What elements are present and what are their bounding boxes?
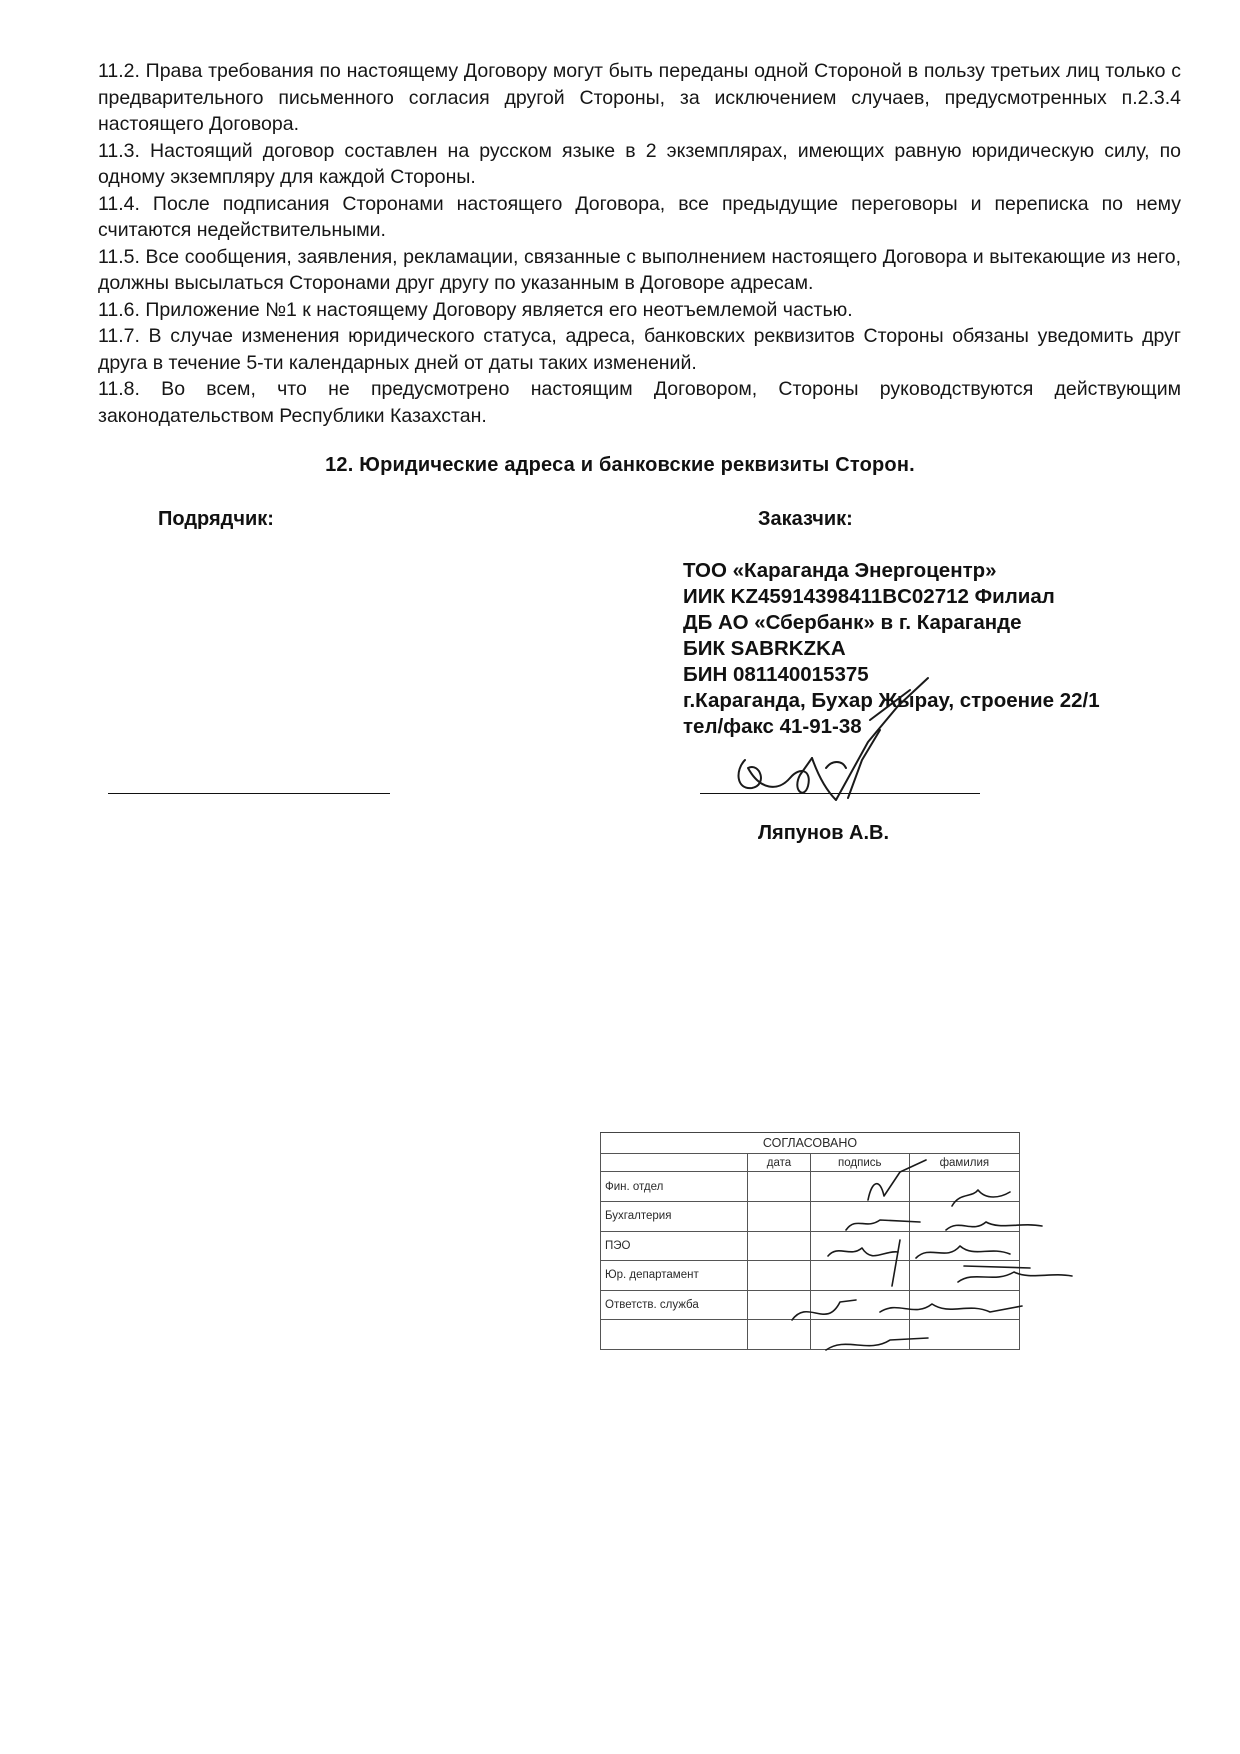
customer-heading: Заказчик: bbox=[758, 508, 853, 530]
approval-row-label: Бухгалтерия bbox=[601, 1202, 748, 1232]
clause-11-4: 11.4. После подписания Сторонами настоящего Договора, все предыдущие переговоры и переписка по нему считаются недействительными. bbox=[98, 192, 1181, 241]
approval-row-label: Фин. отдел bbox=[601, 1172, 748, 1202]
approval-title: СОГЛАСОВАНО bbox=[601, 1133, 1020, 1154]
customer-signatory: Ляпунов А.В. bbox=[758, 822, 890, 844]
customer-phone: тел/факс 41-91-38 bbox=[683, 715, 862, 738]
approval-row-label bbox=[601, 1320, 748, 1350]
approval-row-label: Ответств. служба bbox=[601, 1290, 748, 1320]
terms-clauses bbox=[98, 58, 1181, 429]
customer-bin: БИН 081140015375 bbox=[683, 663, 869, 686]
clause-11-5: 11.5. Все сообщения, заявления, рекламации, связанные с выполнением настоящего Договора и вытекающие из него, должны высылаться Сторонами друг другу по указанным в Договоре адресам. bbox=[98, 245, 1181, 294]
contractor-signature-line bbox=[108, 793, 390, 794]
approval-table bbox=[600, 1132, 1020, 1350]
customer-bik: БИК SABRKZKA bbox=[683, 637, 846, 660]
section-title: 12. Юридические адреса и банковские реквизиты Сторон. bbox=[325, 454, 915, 476]
approval-row bbox=[601, 1231, 1020, 1261]
contractor-heading: Подрядчик: bbox=[158, 508, 274, 530]
clause-11-8: 11.8. Во всем, что не предусмотрено настоящим Договором, Стороны руководствуются действующим законодательством Республики Казахстан. bbox=[98, 378, 1181, 427]
clause-11-7: 11.7. В случае изменения юридического статуса, адреса, банковских реквизитов Стороны обязаны уведомить друг друга в течение 5-ти календарных дней от даты таких изменений. bbox=[98, 325, 1181, 374]
approval-col-signature: подпись bbox=[810, 1153, 909, 1172]
customer-iik: ИИК KZ45914398411BC02712 Филиал bbox=[683, 585, 1055, 608]
customer-signature-line bbox=[700, 793, 980, 794]
approval-row bbox=[601, 1202, 1020, 1232]
approval-col-surname: фамилия bbox=[909, 1153, 1019, 1172]
approval-row-label: ПЭО bbox=[601, 1231, 748, 1261]
approval-row-label: Юр. департамент bbox=[601, 1261, 748, 1291]
approval-row bbox=[601, 1290, 1020, 1320]
approval-col-date: дата bbox=[748, 1153, 811, 1172]
customer-details bbox=[683, 558, 1100, 740]
clause-11-2: 11.2. Права требования по настоящему Договору могут быть переданы одной Стороной в пользу третьих лиц только с предварительного письменного согласия другой Стороны, за исключением случаев, предусмотренных п.2.3.4 настоящего Договора. bbox=[98, 60, 1181, 135]
approval-row bbox=[601, 1261, 1020, 1291]
customer-address: г.Караганда, Бухар Жырау, строение 22/1 bbox=[683, 689, 1100, 712]
approval-row bbox=[601, 1320, 1020, 1350]
approval-stamp bbox=[600, 1132, 1020, 1350]
clause-11-3: 11.3. Настоящий договор составлен на русском языке в 2 экземплярах, имеющих равную юридическую силу, по одному экземпляру для каждой Стороны. bbox=[98, 139, 1181, 188]
clause-11-6: 11.6. Приложение №1 к настоящему Договору является его неотъемлемой частью. bbox=[98, 298, 853, 321]
approval-row bbox=[601, 1172, 1020, 1202]
customer-company: ТОО «Караганда Энергоцентр» bbox=[683, 559, 997, 582]
customer-bank: ДБ АО «Сбербанк» в г. Караганде bbox=[683, 611, 1022, 634]
approval-header-blank bbox=[601, 1153, 748, 1172]
